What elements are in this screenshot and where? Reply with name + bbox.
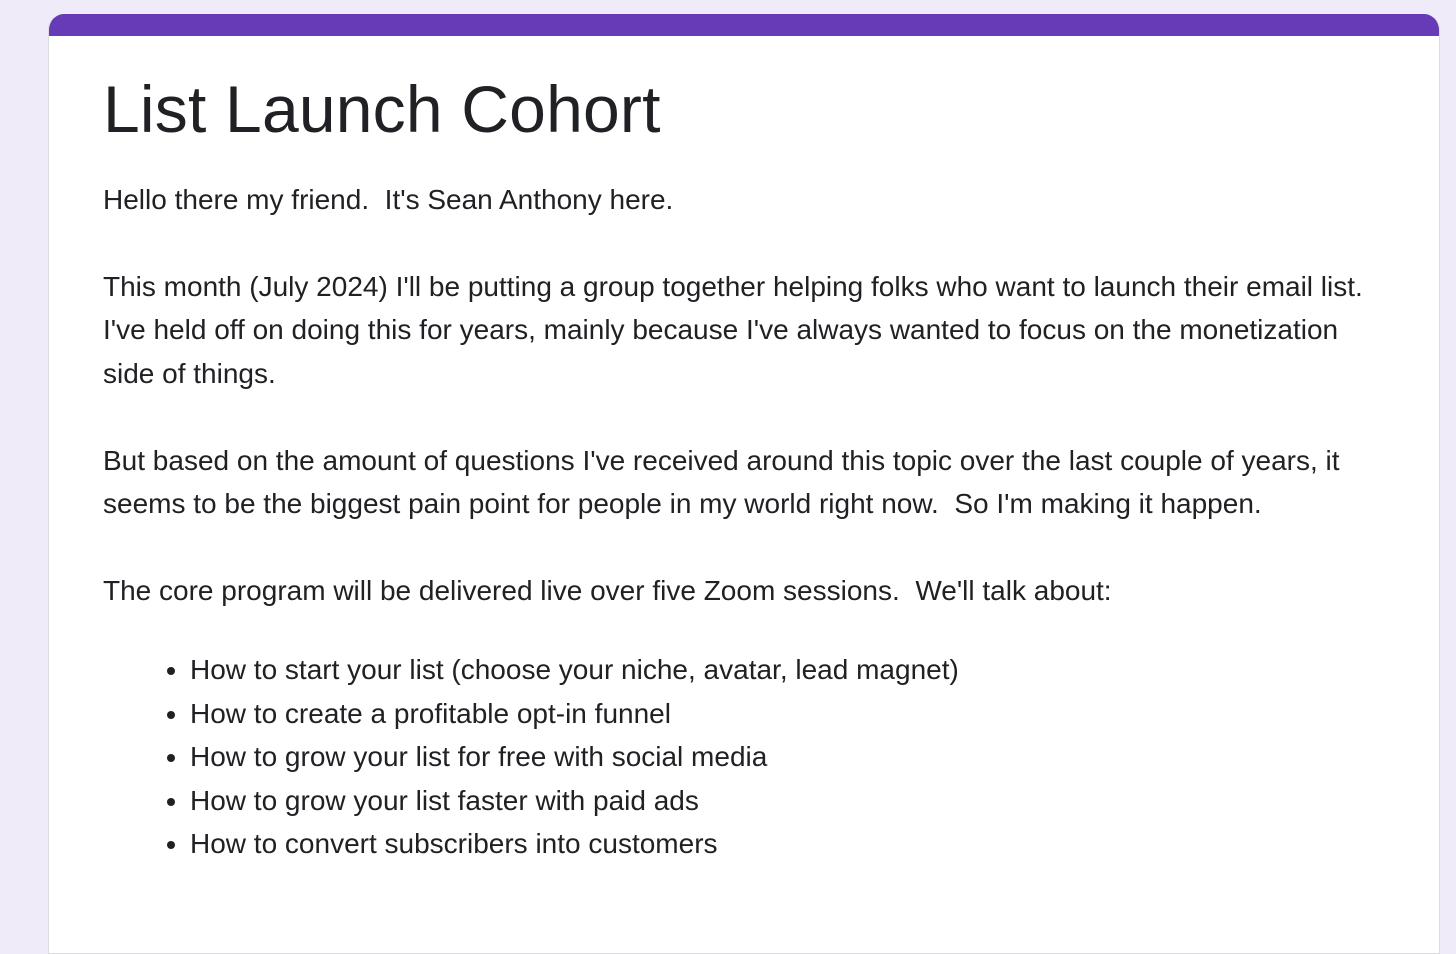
description-reason: But based on the amount of questions I've received around this topic over the last couple of years, it seems to be the biggest pain point for people in my world right now. So I'm making it happen. xyxy=(103,444,1348,520)
topic-list-item: • How to create a profitable opt-in funnel xyxy=(190,692,1393,736)
form-header-card xyxy=(48,14,1440,954)
topic-list-item: • How to grow your list for free with social media xyxy=(190,735,1393,779)
topic-list-item: • How to start your list (choose your niche, avatar, lead magnet) xyxy=(190,648,1393,692)
form-header-content xyxy=(103,36,1393,866)
form-title: List Launch Cohort xyxy=(103,72,661,146)
topic-list-item: • How to grow your list faster with paid ads xyxy=(190,779,1393,823)
description-program: The core program will be delivered live over five Zoom sessions. We'll talk about: xyxy=(103,575,1112,607)
form-accent-bar xyxy=(49,14,1439,36)
topic-list xyxy=(103,648,1393,866)
form-description xyxy=(103,178,1393,866)
description-greeting: Hello there my friend. It's Sean Anthony here. xyxy=(103,183,674,215)
description-intro: This month (July 2024) I'll be putting a group together helping folks who want to launch their email list. I've held off on doing this for years, mainly because I've always wanted to focus on the monetization side of things. xyxy=(103,270,1379,389)
topic-list-item: • How to convert subscribers into customers xyxy=(190,822,1393,866)
